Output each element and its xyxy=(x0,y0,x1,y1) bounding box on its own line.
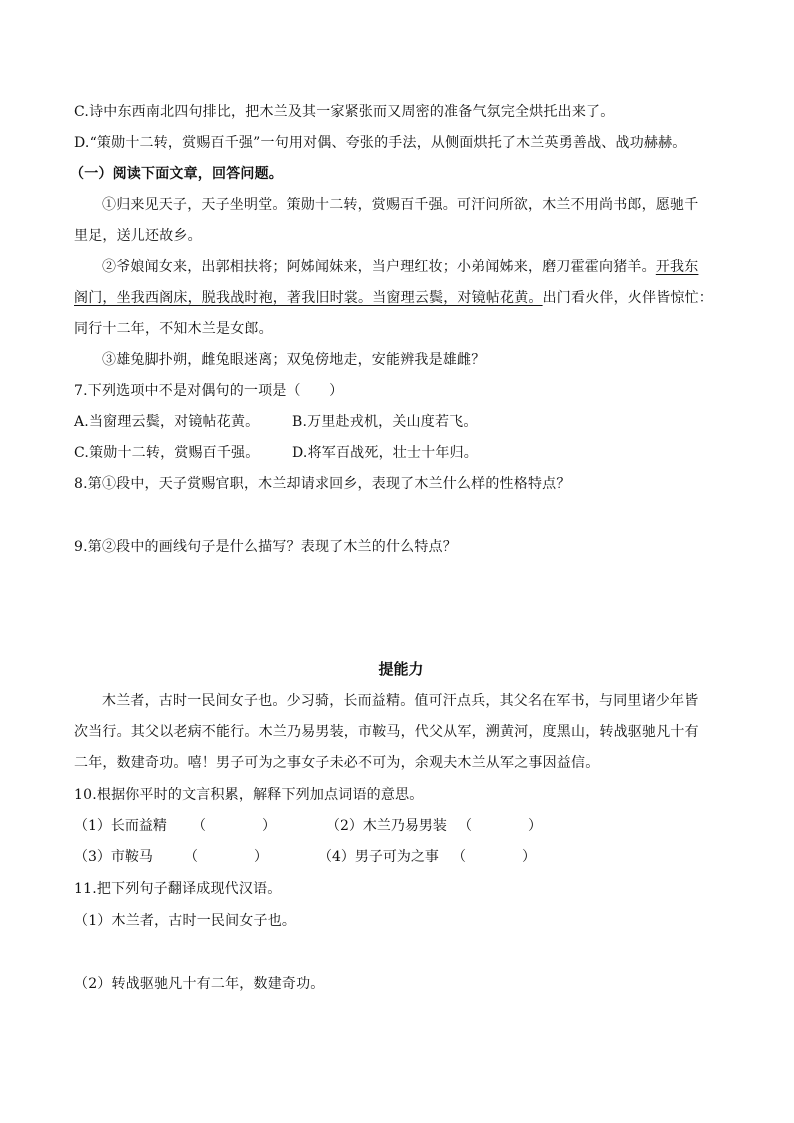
question-9-stem: 9.第②段中的画线句子是什么描写？表现了木兰的什么特点？ xyxy=(74,539,457,555)
question-11-sentence-1: （1）木兰者，古时一民间女子也。 xyxy=(74,913,297,929)
question-11-stem: 11.把下列句子翻译成现代汉语。 xyxy=(74,881,282,897)
option-c-previous: C.诗中东西南北四句排比，把木兰及其一家紧张而又周密的准备气氛完全烘托出来了。 xyxy=(74,104,615,120)
question-10-stem: 10.根据你平时的文言积累，解释下列加点词语的意思。 xyxy=(74,787,424,803)
underlined-sentence: 阁门，坐我西阁床，脱我战时袍，著我旧时裳。当窗理云鬓，对镜帖花黄。 xyxy=(74,290,543,306)
classical-passage-line-1: 木兰者，古时一民间女子也。少习骑，长而益精。值可汗点兵，其父名在军书，与同里诸少年皆 xyxy=(102,693,699,709)
question-8-stem: 8.第①段中，天子赏赐官职，木兰却请求回乡，表现了木兰什么样的性格特点？ xyxy=(74,476,571,492)
paragraph-1-line-1: ①归来见天子，天子坐明堂。策勋十二转，赏赐百千强。可汗问所欲，木兰不用尚书郎，愿驰千 xyxy=(102,197,699,213)
question-10-item-1: （1）长而益精 xyxy=(74,818,167,834)
question-7-option-a: A.当窗理云鬓，对镜帖花黄。 xyxy=(74,414,260,430)
option-d-previous: D.“策勋十二转，赏赐百千强”一句用对偶、夸张的手法，从侧面烘托了木兰英勇善战、战功赫赫。 xyxy=(74,135,687,151)
question-11-sentence-2: （2）转战驱驰凡十有二年，数建奇功。 xyxy=(74,976,325,992)
paragraph-2-text: ②爷娘闻女来，出郭相扶将；阿姊闻妹来，当户理红妆；小弟闻姊来，磨刀霍霍向猪羊。 xyxy=(102,259,656,275)
answer-blank: （ ） xyxy=(452,849,536,865)
worksheet-page xyxy=(70,0,728,1123)
classical-passage-line-3: 二年，数建奇功。嘻！男子可为之事女子未必不可为，余观夫木兰从军之事因益信。 xyxy=(74,755,600,771)
question-10-item-3: （3）市鞍马 xyxy=(74,849,153,865)
reading-heading: （一）阅读下面文章，回答问题。 xyxy=(70,166,283,182)
answer-blank: （ ） xyxy=(184,849,268,865)
paragraph-2-line-1 xyxy=(102,257,698,277)
paragraph-2-text: 出门看火伴，火伴皆惊忙： xyxy=(542,290,714,306)
question-7-stem: 7.下列选项中不是对偶句的一项是（ ） xyxy=(74,383,344,399)
paragraph-3-line-1: ③雄兔脚扑朔，雌兔眼迷离；双兔傍地走，安能辨我是雄雌？ xyxy=(102,352,486,368)
underlined-sentence: 开我东 xyxy=(655,259,699,275)
answer-blank: （ ） xyxy=(192,818,276,834)
question-10-item-4: （4）男子可为之事 xyxy=(318,849,439,865)
paragraph-2-line-3: 同行十二年，不知木兰是女郎。 xyxy=(74,321,273,337)
section-title-extension: 提能力 xyxy=(378,660,424,678)
classical-passage-line-2: 次当行。其父以老病不能行。木兰乃易男装，市鞍马，代父从军，溯黄河，度黑山，转战驱驰凡十有 xyxy=(74,724,699,740)
answer-blank: （ ） xyxy=(458,818,542,834)
paragraph-1-line-2: 里足，送儿还故乡。 xyxy=(74,228,202,244)
question-7-option-b: B.万里赴戎机，关山度若飞。 xyxy=(292,414,478,430)
question-10-item-2: （2）木兰乃易男装 xyxy=(326,818,447,834)
question-7-option-c: C.策勋十二转，赏赐百千强。 xyxy=(74,445,260,461)
question-7-option-d: D.将军百战死，壮士十年归。 xyxy=(292,445,478,461)
paragraph-2-line-2 xyxy=(74,288,713,308)
